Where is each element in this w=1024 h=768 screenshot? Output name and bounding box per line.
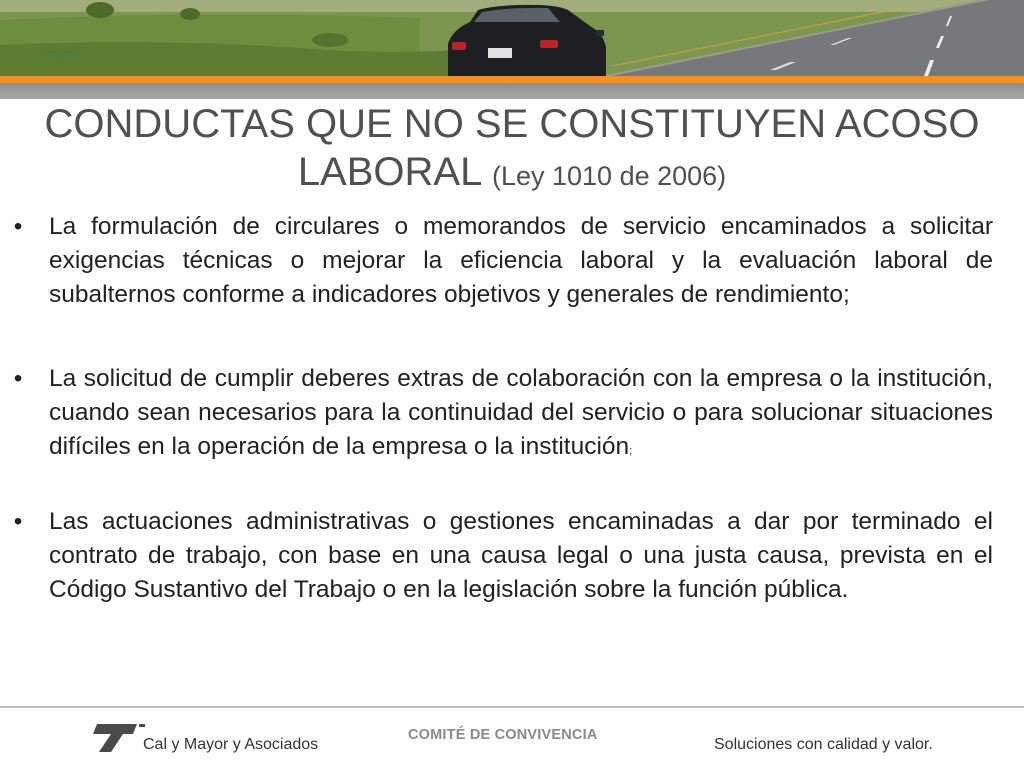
- accent-stripe: [0, 76, 1024, 83]
- header-band: [0, 83, 1024, 99]
- bullet-marker: •: [13, 365, 23, 392]
- bullet-item: [8, 505, 993, 607]
- bullet-item: [8, 210, 993, 312]
- company-name: Cal y Mayor y Asociados: [143, 736, 319, 753]
- bullet-list: [8, 210, 993, 607]
- slide-title-main: CONDUCTAS QUE NO SE CONSTITUYEN ACOSO LABORAL: [44, 102, 980, 194]
- bullet-text: La formulación de circulares o memorandos de servicio encaminados a solicitar exigencias técnicas o mejorar la eficiencia laboral y la evaluación laboral de subalternos conforme a indicadores objetivos y generales de rendimiento;: [49, 213, 993, 308]
- committee-label: COMITÉ DE CONVIVENCIA: [408, 727, 598, 743]
- banner-photo: [0, 0, 1024, 76]
- bullet-marker: •: [13, 213, 23, 240]
- bullet-marker: •: [13, 508, 23, 535]
- slide-title: [30, 100, 994, 200]
- footer-divider: [0, 706, 1024, 708]
- company-slogan: Soluciones con calidad y valor.: [714, 736, 933, 753]
- slide-subtitle: (Ley 1010 de 2006): [491, 161, 727, 191]
- bullet-text: Las actuaciones administrativas o gestiones encaminadas a dar por terminado el contrato de trabajo, con base en una causa legal o una justa causa, prevista en el Código Sustantivo del Trabajo o en la legislación sobre la función pública.: [49, 508, 993, 603]
- bullet-suffix: ;: [629, 445, 633, 457]
- bullet-item: [8, 362, 993, 468]
- bullet-text: La solicitud de cumplir deberes extras de colaboración con la empresa o la institución, cuando sean necesarios para la continuidad del servicio o para solucionar situaciones difíciles en la operación de la empresa o la institución: [49, 365, 993, 460]
